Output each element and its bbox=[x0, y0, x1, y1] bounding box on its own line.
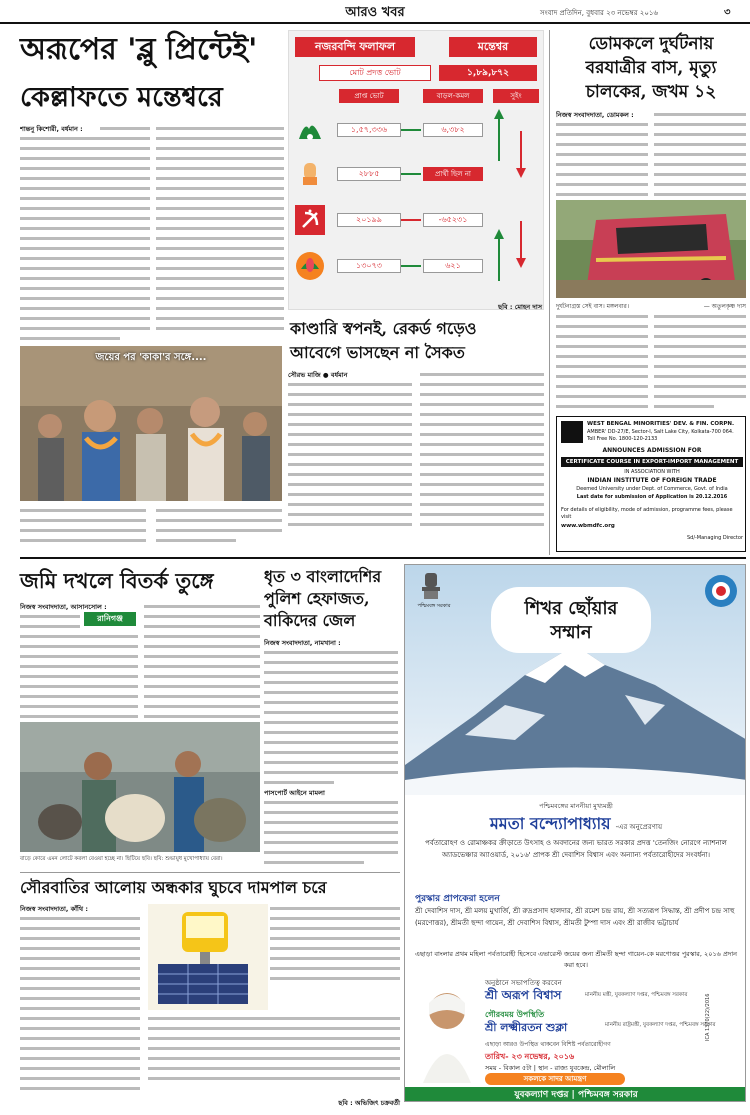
govt-ad-time: সময় - বিকাল ৫টা | স্থান - রাজ্য যুবকেন্দ্র, মৌলালি bbox=[485, 1064, 616, 1072]
govt-ad-cm-line: পশ্চিমবঙ্গের মাননীয়া মুখ্যমন্ত্রী bbox=[539, 802, 613, 810]
banner-text: শিখর ছোঁয়ার সম্মান bbox=[524, 598, 618, 643]
story5-body bbox=[264, 638, 398, 864]
govt-ad-awardee-head: পুরস্কার প্রাপকেরা হলেন bbox=[415, 894, 500, 904]
govt-ad-date: তারিখ- ২৩ নভেম্বর, ২০১৬ bbox=[485, 1052, 575, 1061]
swing-arrows bbox=[289, 31, 545, 311]
story6-credit: ছবি : অভিজিৎ চক্রবর্তী bbox=[338, 1099, 400, 1107]
mid-divider bbox=[20, 557, 746, 559]
govt-ad-cm-suffix: -এর অনুপ্রেরণায় bbox=[615, 823, 663, 831]
story5-headline-line2: পুলিশ হেফাজত, bbox=[264, 589, 370, 608]
ad-assoc: IN ASSOCIATION WITH bbox=[624, 469, 680, 475]
photo-solar-lamp bbox=[148, 904, 268, 1010]
story6-top-rule bbox=[20, 872, 400, 873]
story1-under-photo bbox=[20, 506, 282, 552]
page-number: ৩ bbox=[724, 7, 731, 18]
story3-body-bottom bbox=[556, 312, 746, 412]
story3-body-top bbox=[556, 110, 746, 198]
govt-ad-chair-label: অনুষ্ঠানে সভাপতিত্ব করবেন bbox=[485, 979, 562, 987]
story4-tag: রানিগঞ্জ bbox=[84, 612, 136, 626]
story1-text-lines bbox=[20, 124, 284, 342]
ad-lastdate: Last date for submission of Application is 20.12.2016 bbox=[576, 494, 728, 500]
story5-headline-line1: ধৃত ৩ বাংলাদেশির bbox=[264, 567, 382, 586]
ad-details: For details of eligibility, mode of admission, programme fees, please visit bbox=[561, 507, 733, 520]
govt-ad-guest-title: মাননীয় রাষ্ট্রমন্ত্রী, যুবকল্যাণ দপ্তর, পশ্চিমবঙ্গ সরকার bbox=[605, 1022, 716, 1028]
ad-site-link[interactable]: www.wbmdfc.org bbox=[561, 523, 615, 529]
ad-institute: INDIAN INSTITUTE OF FOREIGN TRADE bbox=[587, 477, 717, 484]
story2-byline: সৌরভ মাজি ● বর্ধমান bbox=[288, 371, 348, 379]
story4-byline: নিজস্ব সংবাদদাতা, আসানসোল : bbox=[20, 603, 107, 611]
story2-headline-line2: আবেগে ভাসছেন না সৈকত bbox=[290, 343, 465, 362]
cm-portrait bbox=[413, 975, 481, 1083]
story2-body bbox=[288, 370, 544, 530]
story2-headline-line1: কাণ্ডারি স্বপনই, রেকর্ড গড়েও bbox=[290, 319, 477, 338]
story4-body bbox=[20, 602, 260, 720]
story5-inline-head: পাসপোর্ট আইনে মামলা bbox=[264, 789, 325, 797]
photo-victory-caption: জয়ের পর 'কাকা'র সঙ্গে.... bbox=[95, 352, 207, 363]
story6-byline: নিজস্ব সংবাদদাতা, কাঁথি : bbox=[20, 905, 88, 913]
govt-ad-cm-name: মমতা বন্দ্যোপাধ্যায় bbox=[489, 814, 611, 833]
results-constituency: মন্তেশ্বর bbox=[449, 37, 537, 57]
story3-headline-line1: ডোমকলে দুর্ঘটনায় bbox=[588, 34, 714, 54]
column-divider-top bbox=[549, 30, 550, 555]
ad-announce: ANNOUNCES ADMISSION FOR bbox=[602, 447, 702, 454]
story5-byline: নিজস্ব সংবাদদাতা, নামখানা : bbox=[264, 639, 341, 647]
ad-course: CERTIFICATE COURSE IN EXPORT-IMPORT MANAGEMENT bbox=[561, 457, 743, 467]
col-change-header: বাড়ল-কমল bbox=[423, 89, 483, 103]
total-votes-value: ১,৮৯,৮৭২ bbox=[439, 65, 537, 81]
govt-ad-ica-code: ICA 1370(22)/2016 bbox=[705, 993, 711, 1041]
govt-ad-dept-small: পশ্চিমবঙ্গ সরকার bbox=[417, 603, 451, 609]
col-votes-header: প্রাপ্ত ভোট bbox=[339, 89, 399, 103]
govt-ad-banner bbox=[491, 587, 651, 653]
row1-change: ৬,৩৮২ bbox=[423, 123, 483, 137]
row3-votes: ২০১৯৯ bbox=[337, 213, 401, 227]
ad-signature: Sd/-Managing Director bbox=[686, 535, 743, 541]
ad-deemed: Deemed University under Dept. of Commerce, Govt. of India bbox=[576, 486, 728, 492]
bus-photo-credit: — অতুলকৃষ্ণ দাস bbox=[703, 303, 746, 310]
govt-ad-chair-name: শ্রী অরূপ বিশ্বাস bbox=[485, 988, 562, 1002]
bus-photo-caption: দুর্ঘটনাগ্রস্ত সেই বাস। মঙ্গলবার। bbox=[556, 303, 629, 310]
wbmdfc-logo-icon bbox=[561, 421, 583, 443]
govt-ad-body1: পর্বতারোহণ ও রোমাঞ্চকর ক্রীড়াতে উৎসাহ ও অবদানের জন্য ভারত সরকার প্রদত্ত 'তেনজিং নোরগে ন্যাশনাল অ্যাডভেঞ্চার অ্যাওয়ার্ড, ২০১৬' প্রাপক শ্রী দেবাশিস বিশ্বাস এবং অন্যান্য পর্বতারোহীদের সংবর্ধনা। bbox=[425, 839, 727, 859]
ad-org: WEST BENGAL MINORITIES' DEV. & FIN. CORPN. bbox=[587, 421, 735, 427]
govt-ad-footer: যুবকল্যাণ দপ্তর | পশ্চিমবঙ্গ সরকার bbox=[405, 1087, 746, 1102]
ad-tollfree: Toll Free No. 1800-120-2133 bbox=[587, 436, 658, 442]
govt-ad-guest-label: গৌরবময় উপস্থিতি bbox=[485, 1010, 545, 1019]
govt-ad-awardees: শ্রী দেবাশিস দাস, শ্রী মলয় মুখার্জি, শ্রী রুদ্রপ্রসাদ হালদার, শ্রী রমেশ চন্দ্র রায়, শ্রী সত্যরূপ সিদ্ধান্ত, শ্রী প্রদীপ চন্দ্র সাহু (মরণোত্তর), শ্রীমতী ছন্দা গায়েন, শ্রী দেবাশিস বিশ্বাস, শ্রীমতী টুম্পা দাস এবং শ্রী রাজীব ভট্টাচার্য bbox=[415, 907, 735, 927]
row2-votes: ২৮৮৫ bbox=[337, 167, 401, 181]
story5-headline-line3: বাকিদের জেল bbox=[264, 611, 356, 630]
story3-headline-line3: চালকের, জখম ১২ bbox=[585, 82, 717, 102]
story3-byline: নিজস্ব সংবাদদাতা, ডোমকল : bbox=[556, 111, 634, 119]
govt-ad-invite: সকলকে সাদর আমন্ত্রণ bbox=[485, 1073, 625, 1085]
ad-address: AMBER' DD-27/E, Sector-I, Salt Lake City, Kolkata-700 064. bbox=[587, 429, 734, 435]
masthead bbox=[0, 0, 750, 24]
govt-ad-extra: এছাড়া আরও উপস্থিত থাকবেন বিশিষ্ট পর্বতারোহীগণ bbox=[485, 1041, 611, 1048]
row3-change: -৬৫২৩১ bbox=[423, 213, 483, 227]
total-votes-label: মোট প্রদত্ত ভোট bbox=[319, 65, 431, 81]
govt-ad-body2: এছাড়া বাংলার প্রথম মহিলা পর্বতারোহী হিসেবে এভারেস্ট জয়ের জন্য শ্রীমতী ছন্দা গায়েন-কে মরণোত্তর পুরস্কার, ২০১৬ প্রদান করা হবে। bbox=[415, 950, 737, 969]
story1-byline: শান্তনু কিশোরী, বর্ধমান : bbox=[20, 125, 83, 133]
wbmdfc-ad bbox=[556, 416, 746, 552]
story6-headline: সৌরবাতির আলোয় অন্ধকার ঘুচবে দামপাল চরে bbox=[20, 878, 327, 897]
emblem-icon bbox=[419, 573, 443, 601]
row1-votes: ১,৫৭,৩৩৬ bbox=[337, 123, 401, 137]
paper-date: সংবাদ প্রতিদিন, বুধবার ২৩ নভেম্বর ২০১৬ bbox=[540, 9, 659, 17]
results-title: নজরবন্দি ফলাফল bbox=[295, 37, 415, 57]
govt-ad-chair-title: মাননীয় মন্ত্রী, যুবকল্যাণ দপ্তর, পশ্চিমবঙ্গ সরকার bbox=[585, 992, 688, 998]
story1-headline-line1: অরূপের 'ব্লু প্রিন্টেই' bbox=[20, 32, 258, 67]
story3-headline-line2: বরযাত্রীর বাস, মৃত্যু bbox=[585, 58, 717, 78]
row4-change: ৬২১ bbox=[423, 259, 483, 273]
govt-ad-cm-row bbox=[405, 811, 746, 838]
col-swing-header: সুইং bbox=[493, 89, 539, 103]
story4-headline: জমি দখলে বিতর্ক তুঙ্গে bbox=[20, 568, 214, 593]
results-box bbox=[288, 30, 544, 310]
govt-ad bbox=[404, 564, 746, 1102]
row2-change: প্রার্থী ছিল না bbox=[423, 167, 483, 181]
section-label: আরও খবর bbox=[345, 5, 405, 20]
photo-coal-sacks bbox=[20, 722, 260, 852]
biswa-bangla-logo-icon bbox=[703, 573, 739, 609]
govt-ad-guest-name: শ্রী লক্ষ্মীরতন শুক্লা bbox=[485, 1021, 568, 1034]
coal-photo-caption: বাড়ে কোরে এমন লোটে করলা বেওয়া হচ্ছে না। ছিটিয়ে ছবি। ছবি: শুভায়ুধ মুখোপাধ্যায় বেরা। bbox=[20, 856, 223, 862]
story1-credit: ছবি : মোহন দাস bbox=[498, 303, 542, 311]
photo-victory bbox=[20, 346, 282, 501]
row4-votes: ১৩০৭৩ bbox=[337, 259, 401, 273]
photo-bus-accident bbox=[556, 200, 746, 298]
story1-body bbox=[20, 124, 284, 342]
story1-headline-line2: কেল্লাফতে মন্তেশ্বরে bbox=[20, 82, 223, 113]
